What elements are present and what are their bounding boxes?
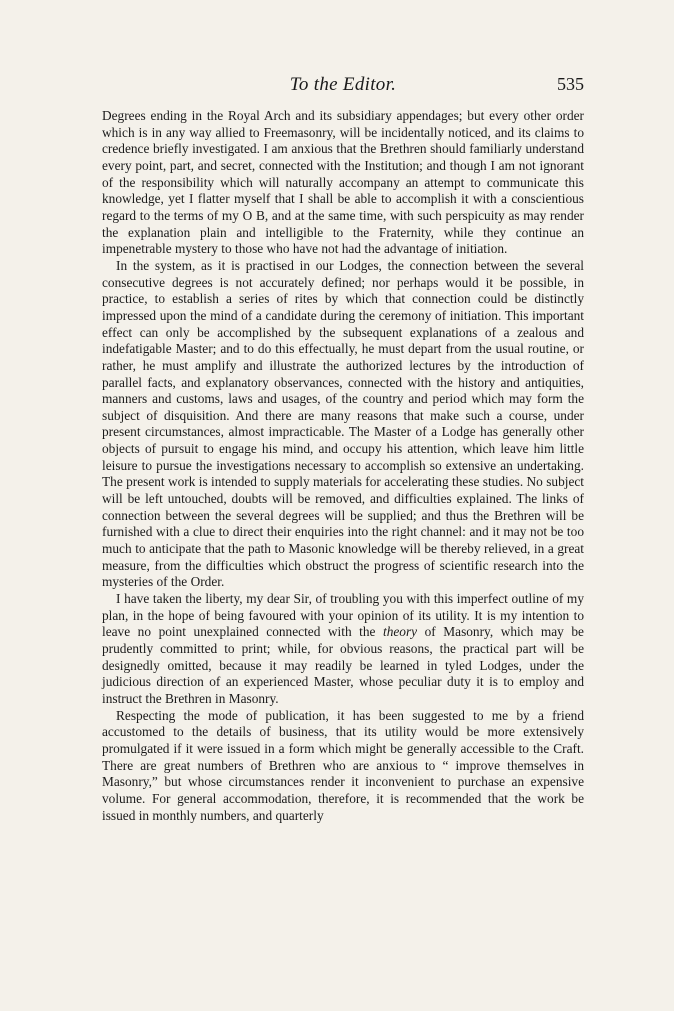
paragraph-text: of Masonry, which may be prudently committed to print; while, for obvious reasons, the practical part will be designedly omitted, because it may readily be learned in tyled Lodges, under the judicious direction of an experienced Master, whose peculiar duty it is to employ and instruct the Brethren in Masonry. bbox=[102, 624, 584, 706]
paragraph-text: Respecting the mode of publication, it has been suggested to me by a friend accustomed to the details of business, that its utility would be more extensively promulgated if it were issued in a form which might be generally accessible to the Craft. There are great numbers of Brethren who are anxious to “ improve themselves in Masonry,” but whose circumstances render it inconvenient to purchase an expensive volume. For general accommodation, therefore, it is recommended that the work be issued in monthly numbers, and quarterly bbox=[102, 707, 584, 823]
paragraph-3 bbox=[102, 591, 584, 708]
paragraph-text: I have taken the liberty, my dear Sir, of troubling you with this imperfect outline of my plan, in the hope of being favoured with your opinion of its utility. It is my intention to leave no point unexplained connected with the bbox=[102, 591, 584, 640]
running-header bbox=[102, 74, 584, 104]
paragraph-text: In the system, as it is practised in our Lodges, the connection between the several consecutive degrees is not accurately defined; nor perhaps would it be possible, in practice, to establish a series of rites by which that connection could be distinctly impressed upon the mind of a candidate during the ceremony of initiation. This important effect can only be accomplished by the subsequent explanations of a zealous and indefatigable Master; and to do this effectually, he must depart from the usual routine, or rather, he must amplify and illustrate the authorized lectures by the introduction of parallel facts, and explanatory observances, connected with the history and antiquities, manners and customs, laws and usages, of the country and period which may form the subject of disquisition. And there are many reasons that make such a course, under present circumstances, almost impracticable. The Master of a Lodge has generally other objects of pursuit to engage his mind, and occupy his attention, which leave him little leisure to pursue the investigations necessary to accomplish so extensive an undertaking. The present work is intended to supply materials for accelerating these studies. No subject will be left untouched, doubts will be removed, and difficulties explained. The links of connection between the several degrees will be supplied; and thus the Brethren will be furnished with a clue to direct their enquiries into the right channel: and it may not be too much to anticipate that the path to Masonic knowledge will be thereby relieved, in a great measure, from the difficulties which obstruct the progress of scientific research into the mysteries of the Order. bbox=[102, 257, 584, 590]
body-text bbox=[102, 108, 584, 824]
paragraph-2 bbox=[102, 258, 584, 591]
italic-word: theory bbox=[383, 624, 418, 640]
page-number: 535 bbox=[557, 74, 584, 94]
running-title: To the Editor. bbox=[289, 74, 397, 95]
paragraph-1 bbox=[102, 108, 584, 258]
paragraph-text: Degrees ending in the Royal Arch and its subsidiary appendages; but every other order which is in any way allied to Freemasonry, will be incidentally noticed, and its claims to credence briefly investigated. I am anxious that the Brethren should familiarly understand every point, part, and secret, connected with the Institution; and though I am not ignorant of the responsibility which will naturally accompany an attempt to communicate this knowledge, yet I flatter myself that I shall be able to accomplish it with a conscientious regard to the terms of my O B, and at the same time, with such perspicuity as may render the explanation plain and intelligible to the Fraternity, while they continue an impenetrable mystery to those who have not had the advantage of initiation. bbox=[102, 108, 584, 257]
paragraph-4 bbox=[102, 708, 584, 825]
